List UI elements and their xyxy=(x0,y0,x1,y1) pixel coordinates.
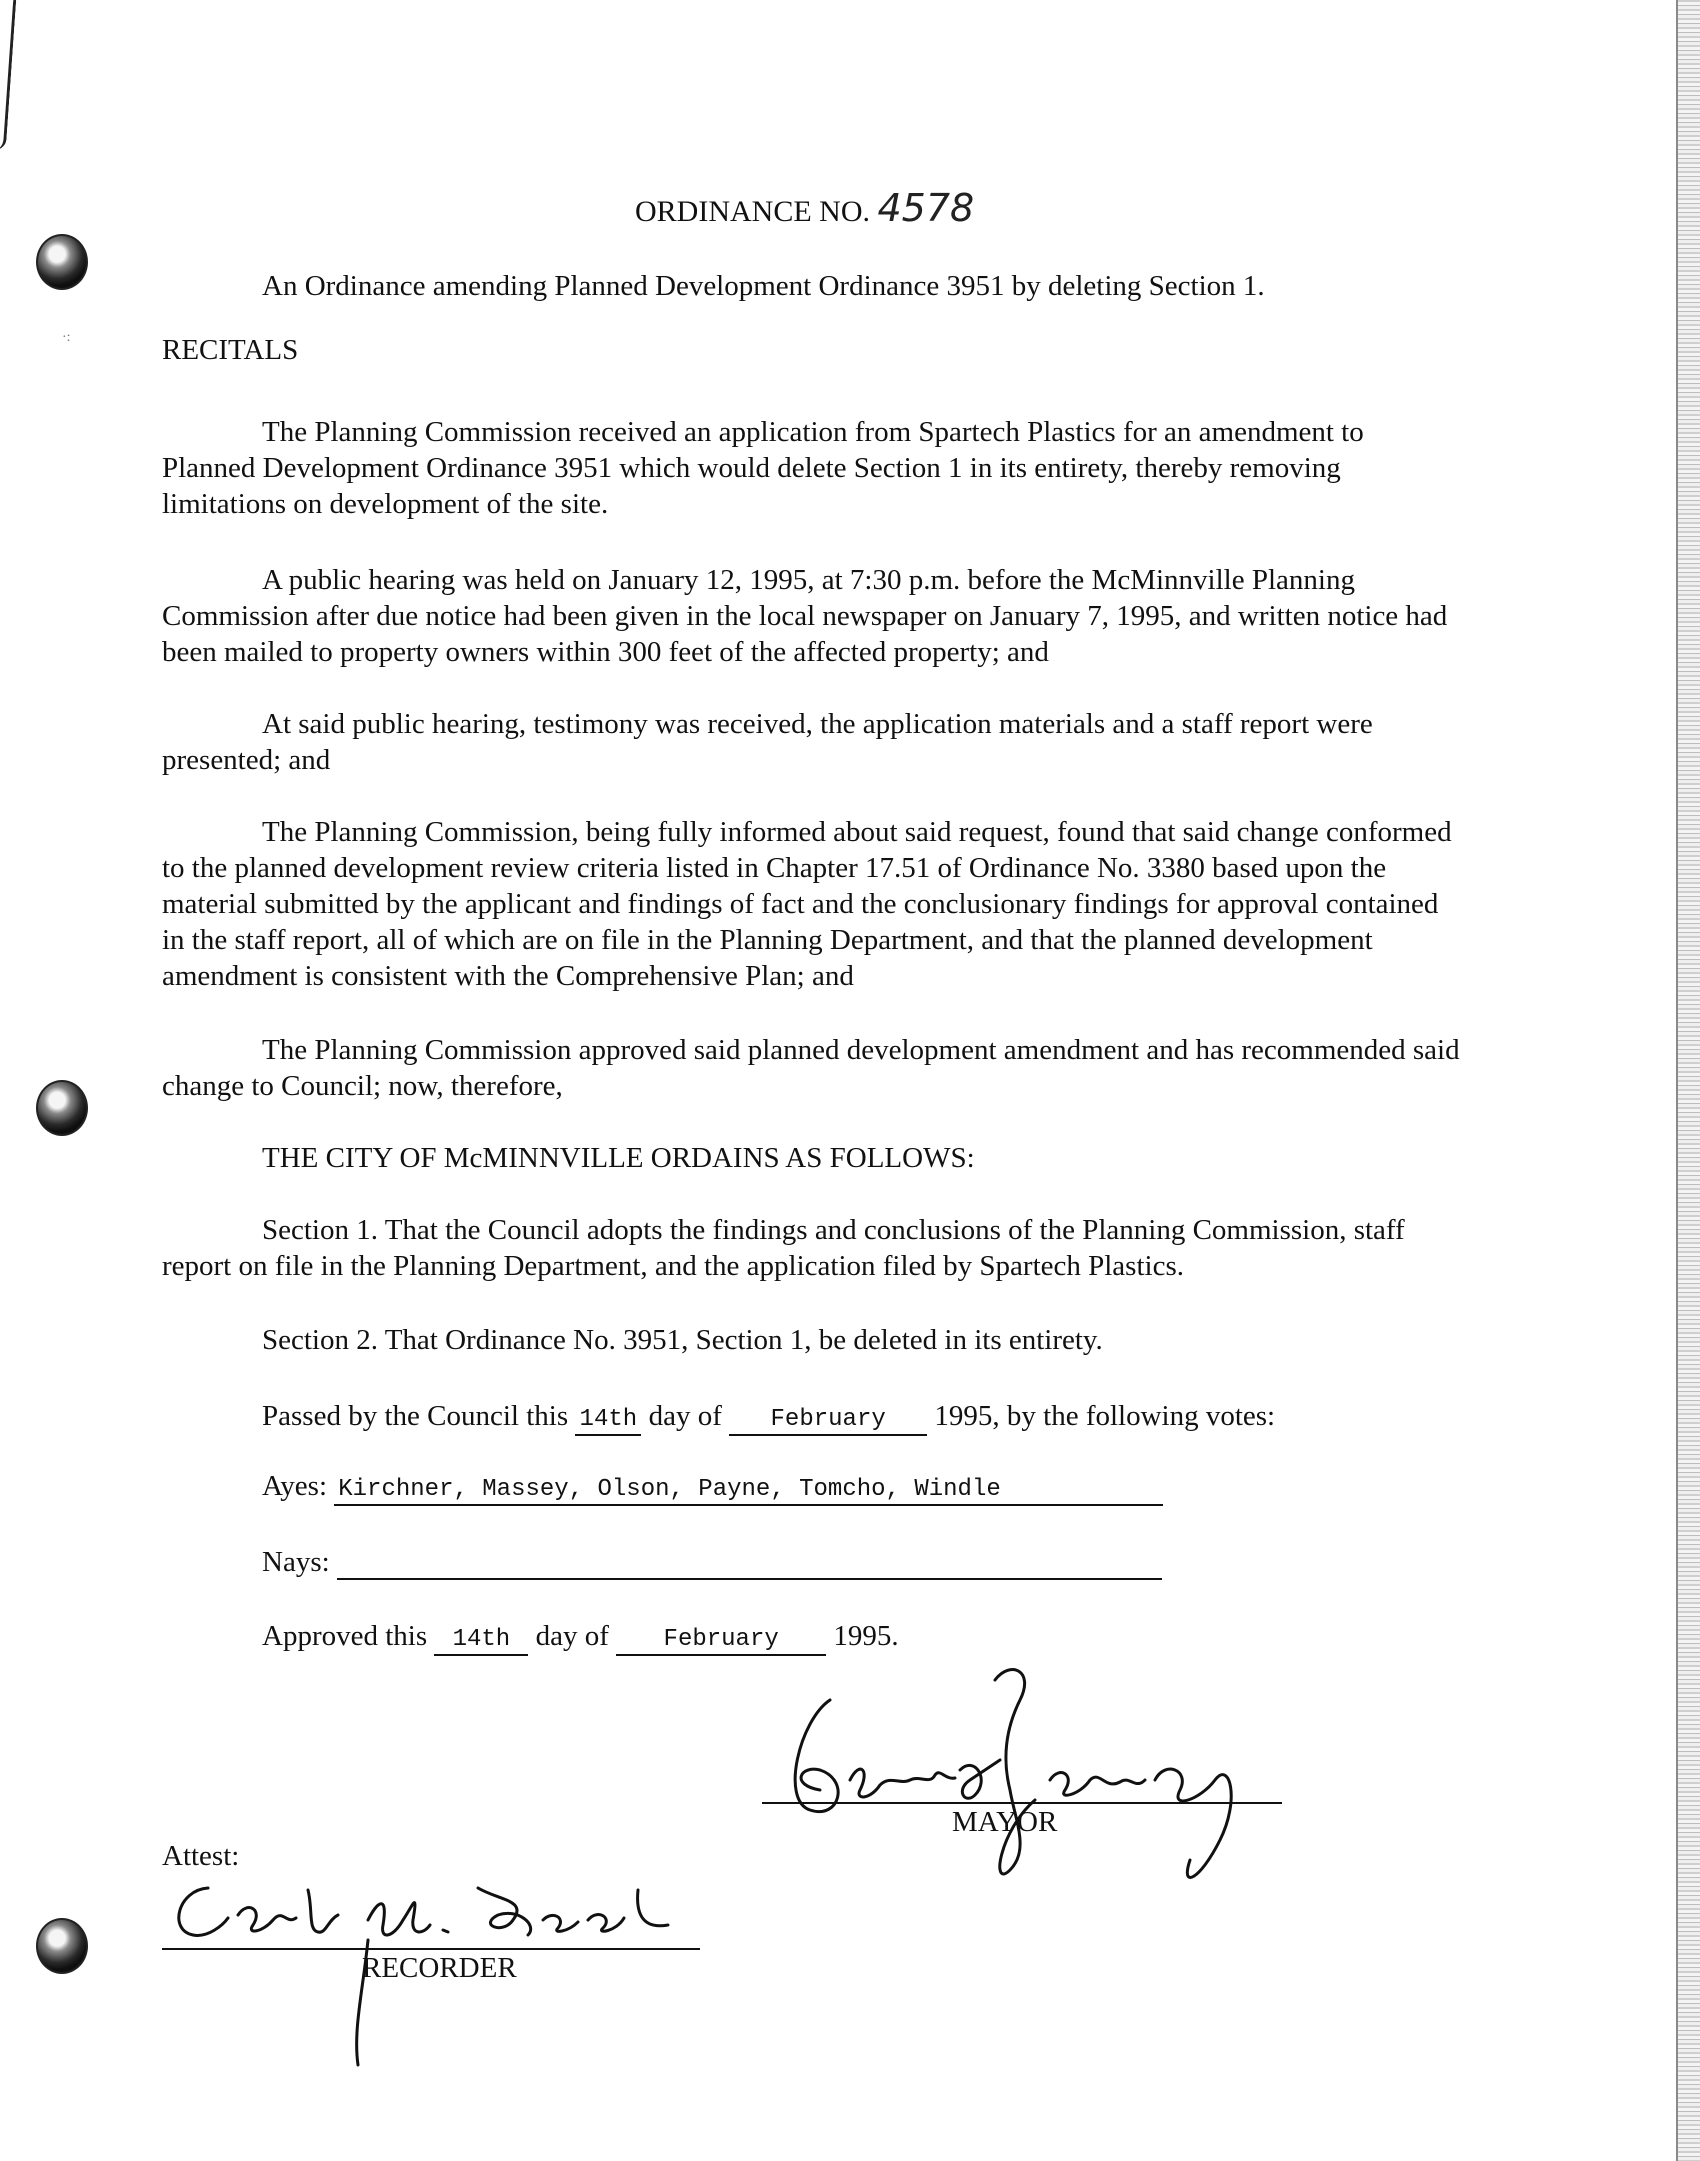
mayor-signature xyxy=(760,1660,1300,1890)
mayor-signature-line xyxy=(762,1802,1282,1804)
approved-day-of: day of xyxy=(535,1620,609,1652)
ayes-line xyxy=(262,1468,1462,1506)
ayes-names: Kirchner, Massey, Olson, Payne, Tomcho, Windle xyxy=(334,1476,1163,1506)
scan-edge xyxy=(1676,0,1700,2161)
nays-names xyxy=(337,1550,1162,1580)
passed-month: February xyxy=(729,1406,927,1436)
passed-suffix: 1995, by the following votes: xyxy=(934,1400,1276,1432)
recital-paragraph-1: The Planning Commission received an application from Spartech Plastics for an amendment to Planned Development Ordinance 3951 which would delete Section 1 in its entirety, thereby removing limitations on development of the site. xyxy=(162,416,1364,520)
recorder-signature-line xyxy=(162,1948,700,1950)
section-2: Section 2. That Ordinance No. 3951, Section 1, be deleted in its entirety. xyxy=(262,1324,1103,1356)
nays-label: Nays: xyxy=(262,1546,330,1578)
approved-prefix: Approved this xyxy=(262,1620,428,1652)
approved-line xyxy=(262,1618,1462,1656)
passed-line xyxy=(262,1398,1462,1436)
title-prefix: ORDINANCE NO. xyxy=(635,195,870,228)
approved-month: February xyxy=(616,1626,826,1656)
punch-hole-bottom xyxy=(36,1918,88,1974)
punch-hole-middle xyxy=(36,1080,88,1136)
attest-label: Attest: xyxy=(162,1840,240,1872)
ayes-label: Ayes: xyxy=(262,1470,327,1502)
approved-year: 1995. xyxy=(833,1620,899,1652)
section-1: Section 1. That the Council adopts the findings and conclusions of the Planning Commission, staff report on file in the Planning Department, and the application filed by Spartech Plastics. xyxy=(162,1214,1405,1282)
recital-paragraph-4: The Planning Commission, being fully informed about said request, found that said change conformed to the planned development review criteria listed in Chapter 17.51 of Ordinance No. 3380 based upon the material submitted by the applicant and findings of fact and the conclusionary findings for approval contained in the staff report, all of which are on file in the Planning Department, and that the planned development amendment is consistent with the Comprehensive Plan; and xyxy=(162,816,1452,992)
ordains-heading: THE CITY OF McMINNVILLE ORDAINS AS FOLLOWS: xyxy=(262,1142,975,1174)
approved-day: 14th xyxy=(434,1626,528,1656)
recital-paragraph-3: At said public hearing, testimony was received, the application materials and a staff report were presented; and xyxy=(162,708,1373,776)
passed-day: 14th xyxy=(575,1406,641,1436)
recital-paragraph-2: A public hearing was held on January 12, 1995, at 7:30 p.m. before the McMinnville Planning Commission after due notice had been given in the local newspaper on January 7, 1995, and written notice had been mailed to property owners within 300 feet of the affected property; and xyxy=(162,564,1448,668)
recitals-heading: RECITALS xyxy=(162,334,299,366)
ordinance-title xyxy=(635,186,974,230)
ordinance-number: 4578 xyxy=(877,186,975,230)
recorder-label: RECORDER xyxy=(362,1952,517,1984)
punch-hole-top xyxy=(36,234,88,290)
scan-speck: ·: xyxy=(62,330,71,345)
ordinance-caption: An Ordinance amending Planned Development Ordinance 3951 by deleting Section 1. xyxy=(262,270,1265,302)
nays-line xyxy=(262,1544,1462,1580)
recital-paragraph-5: The Planning Commission approved said planned development amendment and has recommended said change to Council; now, therefore, xyxy=(162,1034,1460,1102)
scan-edge-mark xyxy=(0,0,16,150)
passed-prefix: Passed by the Council this xyxy=(262,1400,569,1432)
passed-day-of: day of xyxy=(648,1400,722,1432)
mayor-label: MAYOR xyxy=(952,1806,1058,1838)
